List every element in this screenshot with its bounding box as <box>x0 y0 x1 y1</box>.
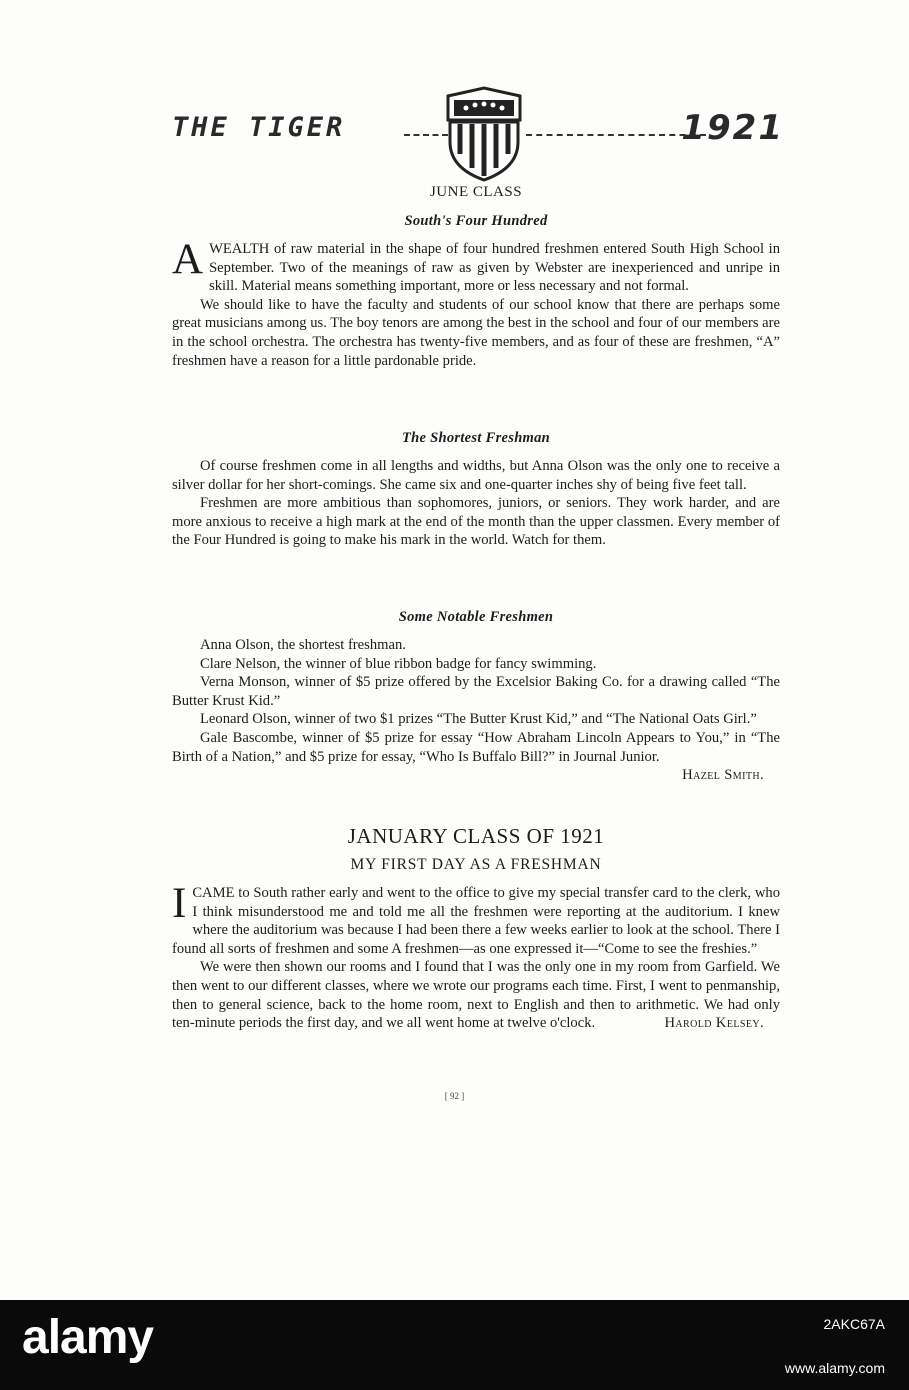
watermark-bar <box>0 1300 909 1390</box>
list-item: Anna Olson, the shortest freshman. <box>200 637 406 653</box>
june-class-body <box>172 236 780 370</box>
signature-harold-kelsey: Harold Kelsey. <box>664 1015 764 1032</box>
paragraph: Freshmen are more ambitious than sophomores, juniors, or seniors. They work harder, and are more anxious to receive a high mark at the end of the month than the upper classmen. Every member of the Four Hundred is going to make his mark in the world. Watch for them. <box>172 495 780 549</box>
list-item <box>172 729 780 784</box>
alamy-logo: alamy <box>22 1311 154 1364</box>
banner-title: THE TIGER <box>172 112 346 143</box>
header-banner <box>172 86 784 182</box>
first-day-heading: MY FIRST DAY AS A FRESHMAN <box>350 856 602 873</box>
paragraph: AWEALTH of raw material in the shape of four hundred freshmen entered South High School in September. Two of the meanings of raw as given by Webster are inexperienced and unripe in skill. Material means something important, more or less necessary and not formal. <box>172 236 780 295</box>
page-number: [ 92 ] <box>444 1091 465 1101</box>
souths-four-hundred-heading: South's Four Hundred <box>404 213 548 229</box>
notable-freshmen-list <box>172 636 780 785</box>
watermark-url: www.alamy.com <box>784 1360 885 1376</box>
list-item: Verna Monson, winner of $5 prize offered by the Excelsior Baking Co. for a drawing called “The Butter Krust Kid.” <box>172 674 780 709</box>
june-class-heading: JUNE CLASS <box>429 184 523 200</box>
paragraph: We should like to have the faculty and students of our school know that there are perhaps some great musicians among us. The boy tenors are among the best in the school and four of our members are in the school orchestra. The orchestra has twenty-five members, and as four of these are freshmen, “A” freshmen have a reason for a little pardonable pride. <box>172 296 780 369</box>
paragraph: ICAME to South rather early and went to the office to give my special transfer card to the clerk, who I think misunderstood me and told me all the freshmen were reporting at the auditorium. I knew where the auditorium was because I had been there a few weeks earlier to look at the school. There I found all sorts of freshmen and some A freshmen—as one expressed it—“Come to see the freshies.” <box>172 880 780 957</box>
banner-year: 1921 <box>681 108 784 148</box>
january-class-body <box>172 880 780 1033</box>
banner-rule-right <box>526 134 706 136</box>
image-id: 2AKC67A <box>823 1316 885 1332</box>
shortest-freshman-heading: The Shortest Freshman <box>401 430 551 446</box>
shield-emblem-icon <box>440 86 528 182</box>
list-item: Clare Nelson, the winner of blue ribbon badge for fancy swimming. <box>200 655 597 672</box>
january-class-heading: JANUARY CLASS OF 1921 <box>347 824 605 848</box>
signature-hazel-smith: Hazel Smith. <box>682 767 764 784</box>
list-item-text: Gale Bascombe, winner of $5 prize for essay “How Abraham Lincoln Appears to You,” in “The Birth of a Nation,” and $5 prize for essay, “Who Is Buffalo Bill?” in Journal Junior. <box>172 729 780 765</box>
list-item: Leonard Olson, winner of two $1 prizes “The Butter Krust Kid,” and “The National Oats Girl.” <box>200 711 757 728</box>
shortest-freshman-body <box>172 457 780 550</box>
paragraph: Of course freshmen come in all lengths and widths, but Anna Olson was the only one to receive a silver dollar for her short-comings. She came six and one-quarter inches shy of being five feet tall. <box>172 458 780 493</box>
paragraph-text: We were then shown our rooms and I found that I was the only one in my room from Garfield. We then went to our different classes, where we wrote our programs each time. First, I went to penmanship, then to general science, back to the home room, next to English and then to arithmetic. We had only ten-minute periods the first day, and we all went home at twelve o'clock. <box>172 959 780 1032</box>
notable-freshmen-heading: Some Notable Freshmen <box>398 609 554 625</box>
paragraph <box>172 958 780 1032</box>
